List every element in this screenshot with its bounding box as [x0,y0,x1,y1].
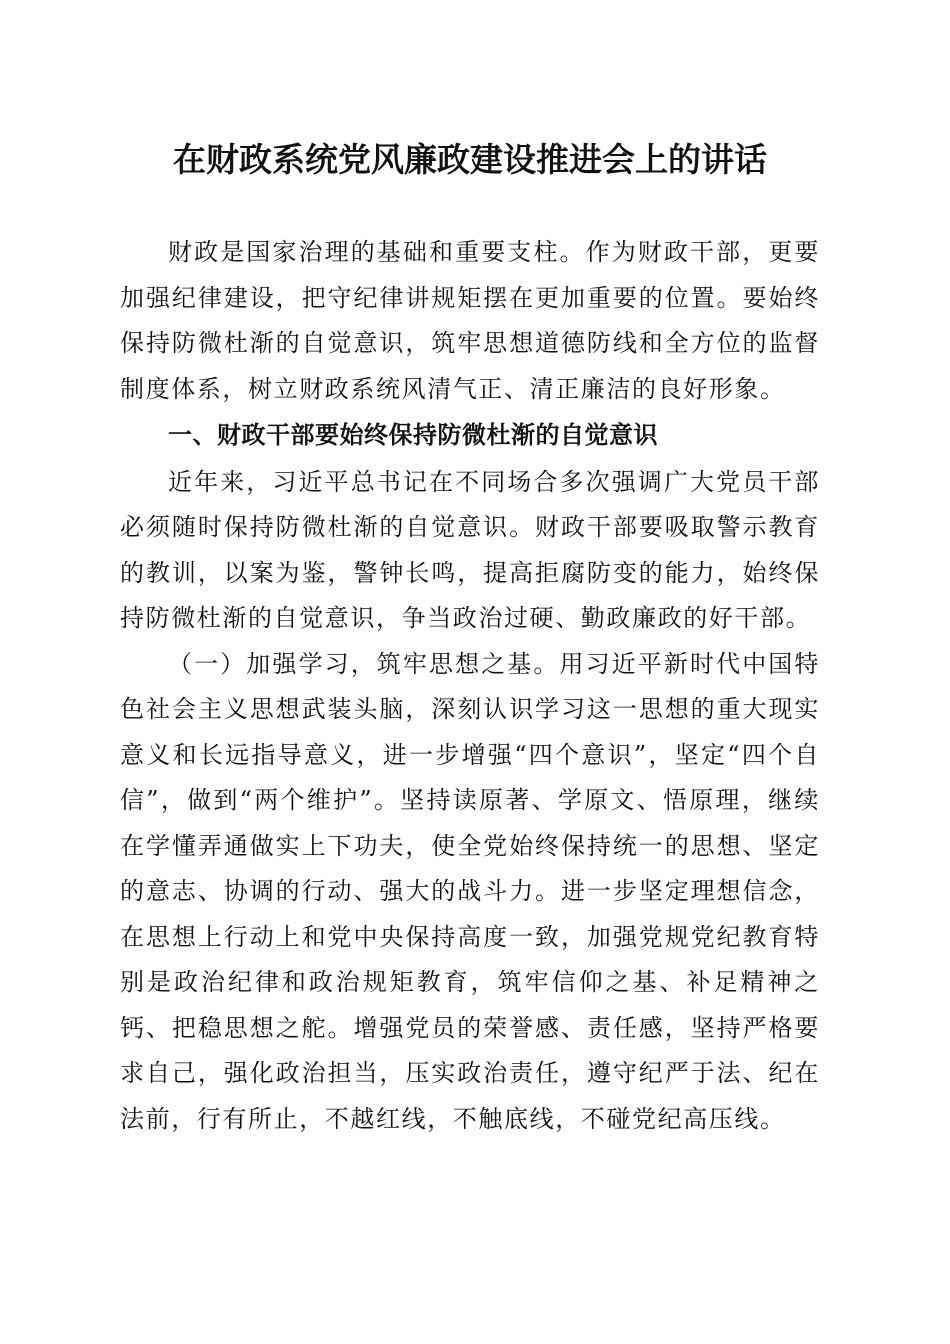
section-1-heading: 一、财政干部要始终保持防微杜渐的自觉意识 [168,421,658,449]
document-title: 在财政系统党风廉政建设推进会上的讲话 [173,140,767,179]
subsection-1-lead: （一）加强学习，筑牢思想之基。 [168,649,560,678]
subsection-1-text: 用习近平新时代中国特色社会主义思想武装头脑，深刻认识学习这一思想的重大现实意义和长远指导意义，进一步增强“四个意识”，坚定“四个自信”，做到“两个维护”。坚持读原著、学原文、悟原理，继续在学懂弄通做实上下功夫，使全党始终保持统一的思想、坚定的意志、协调的行动、强大的战斗力。进一步坚定理想信念，在思想上行动上和党中央保持高度一致，加强党规党纪教育特别是政治纪律和政治规矩教育，筑牢信仰之基、补足精神之钙、把稳思想之舵。增强党员的荣誉感、责任感，坚持严格要求自己，强化政治担当，压实政治责任，遵守纪严于法、纪在法前，行有所止，不越红线，不触底线，不碰党纪高压线。 [120,649,820,1133]
subsection-1-paragraph [120,642,820,1143]
intro-paragraph: 财政是国家治理的基础和重要支柱。作为财政干部，更要加强纪律建设，把守纪律讲规矩摆在更加重要的位置。要始终保持防微杜渐的自觉意识，筑牢思想道德防线和全方位的监督制度体系，树立财政系统风清气正、清正廉洁的良好形象。 [120,238,820,403]
document-body [120,230,820,1142]
section-1-paragraph: 近年来，习近平总书记在不同场合多次强调广大党员干部必须随时保持防微杜渐的自觉意识。财政干部要吸取警示教育的教训，以案为鉴，警钟长鸣，提高拒腐防变的能力，始终保持防微杜渐的自觉意识，争当政治过硬、勤政廉政的好干部。 [120,467,820,632]
